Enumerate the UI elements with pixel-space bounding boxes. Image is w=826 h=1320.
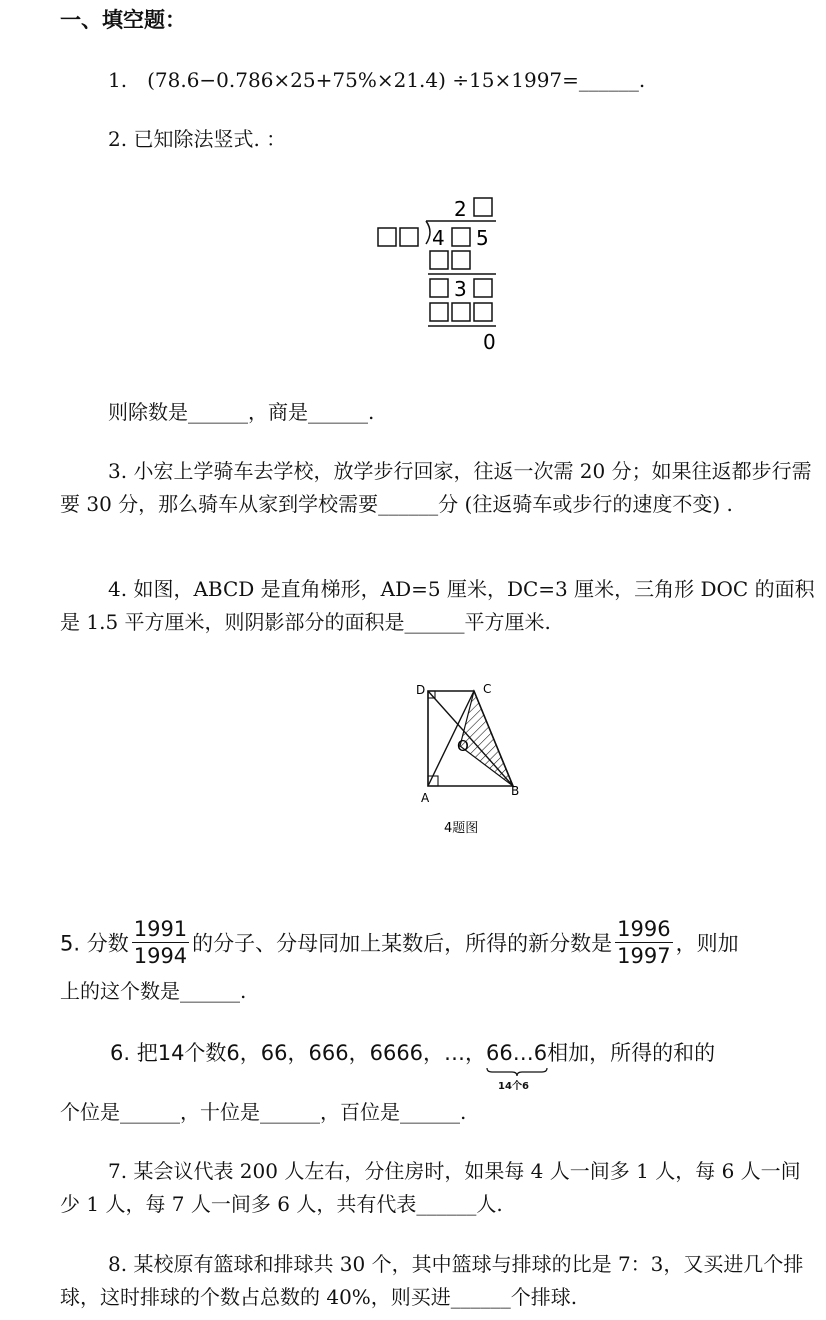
fraction-1-numerator: 1991 <box>133 917 188 941</box>
question-6-line1 <box>110 1037 716 1092</box>
step2-digit: 3 <box>454 277 467 301</box>
division-bracket <box>426 221 430 244</box>
underbrace-label: 14个6 <box>498 1081 529 1092</box>
label-c: C <box>483 682 492 696</box>
trapezoid-figure <box>410 678 530 840</box>
quotient-box <box>474 198 492 216</box>
dividend-box <box>452 228 470 246</box>
q5-suffix: ，则加 <box>675 931 739 956</box>
step2-box-3 <box>474 279 492 297</box>
q5-middle: 的分子、分母同加上某数后，所得的新分数是 <box>192 931 613 956</box>
product2-box-1 <box>430 303 448 321</box>
question-1: 1. (78.6−0.786×25+75%×21.4) ÷15×1997=______. <box>108 68 646 92</box>
divisor-box-1 <box>378 228 396 246</box>
q6-prefix: 6. 把14个数6，66，666，6666，…， <box>110 1041 487 1065</box>
label-d: D <box>416 683 426 697</box>
q6-brace-number: 66…6 <box>486 1041 548 1065</box>
fraction-2-numerator: 1996 <box>617 917 671 941</box>
underbrace <box>486 1067 548 1077</box>
fraction-1-denominator: 1994 <box>133 944 188 968</box>
q6-suffix: 相加，所得的和的 <box>547 1041 716 1065</box>
question-3: 3. 小宏上学骑车去学校，放学步行回家，往返一次需 20 分；如果往返都步行需要 30 分，那么骑车从家到学校需要______分 (往返骑车或步行的速度不变) . <box>60 459 812 516</box>
q5-prefix: 5. 分数 <box>60 931 129 956</box>
product2-box-3 <box>474 303 492 321</box>
question-4: 4. 如图，ABCD 是直角梯形，AD=5 厘米，DC=3 厘米，三角形 DOC 的面积是 1.5 平方厘米，则阴影部分的面积是______平方厘米. <box>60 577 815 634</box>
product1-box-1 <box>430 251 448 269</box>
remainder-digit: 0 <box>483 330 496 354</box>
question-2-answer: 则除数是______，商是______. <box>108 400 375 424</box>
question-8: 8. 某校原有篮球和排球共 30 个，其中篮球与排球的比是 7：3，又买进几个排球，这时排球的个数占总数的 40%，则买进______个排球. <box>60 1252 804 1309</box>
long-division-figure <box>370 192 510 356</box>
fraction-1991-1994 <box>132 916 189 969</box>
step2-box-1 <box>430 279 448 297</box>
fraction-1996-1997 <box>615 916 672 969</box>
quotient-digit: 2 <box>454 197 467 221</box>
question-6-line2: 个位是______，十位是______，百位是______. <box>60 1100 467 1124</box>
dividend-digit-1: 4 <box>432 226 445 250</box>
section-title: 一、填空题： <box>60 8 186 32</box>
question-2: 2. 已知除法竖式. ： <box>108 127 287 151</box>
divisor-box-2 <box>400 228 418 246</box>
q6-brace-group <box>486 1041 548 1092</box>
label-o: O <box>457 737 469 755</box>
label-b: B <box>511 784 520 798</box>
fraction-2-denominator: 1997 <box>617 944 671 968</box>
question-5-line1 <box>60 916 739 969</box>
label-a: A <box>421 791 430 805</box>
product1-box-2 <box>452 251 470 269</box>
figure-caption: 4题图 <box>444 821 479 836</box>
question-7: 7. 某会议代表 200 人左右，分住房时，如果每 4 人一间多 1 人，每 6 人一间少 1 人，每 7 人一间多 6 人，共有代表______人. <box>60 1159 801 1216</box>
product2-box-2 <box>452 303 470 321</box>
dividend-digit-3: 5 <box>476 226 489 250</box>
question-5-line2: 上的这个数是______. <box>60 979 247 1003</box>
